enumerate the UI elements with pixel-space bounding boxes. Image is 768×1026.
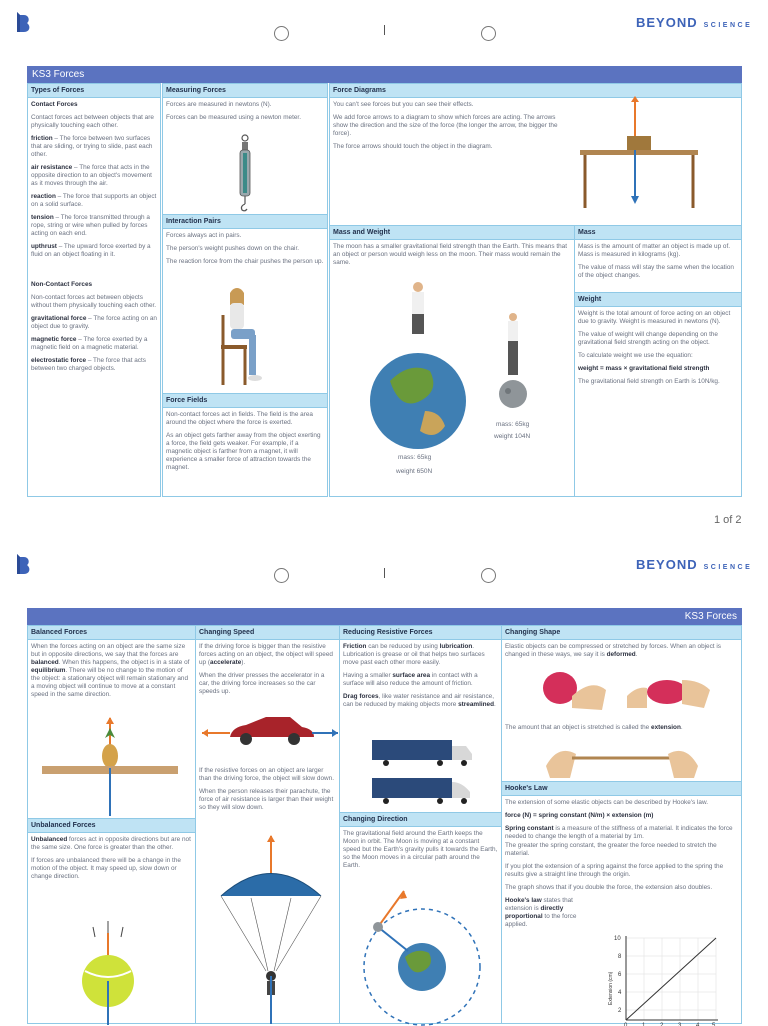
mass-and-weight-panel xyxy=(329,225,575,497)
panel-title: Balanced Forces xyxy=(28,626,195,640)
panel-title: Reducing Resistive Forces xyxy=(340,626,501,640)
hooke-equation: force (N) = spring constant (N/m) × extension (m) xyxy=(505,812,654,819)
panel-title: Interaction Pairs xyxy=(163,215,327,229)
panel-title: Unbalanced Forces xyxy=(28,819,195,833)
hooke-text-5: The graph shows that if you double the force, the extension also doubles. xyxy=(505,884,713,891)
fold-mark xyxy=(384,25,385,35)
magnetic-def: magnetic force – The force exerted by a magnetic field on a magnetic material. xyxy=(31,336,148,351)
car-force-diagram xyxy=(200,711,340,751)
interaction-text-2: The person's weight pushes down on the chair. xyxy=(166,245,300,252)
direction-text: The gravitational field around the Earth keeps the Moon in orbit. The Moon is moving at a constant speed but the Earth's gravity pulls it towards the Earth, so the Moon moves in a circular path around the Earth. xyxy=(343,830,498,869)
hookes-law-graph xyxy=(606,930,726,1025)
trucks-icon xyxy=(370,738,475,810)
fold-mark xyxy=(384,568,385,578)
hookes-law-panel xyxy=(501,781,742,1024)
reducing-text-3: Drag forces, like water resistance and air resistance, can be reduced by making objects more streamlined. xyxy=(343,693,496,708)
speed-text-3: If the resistive forces on an object are larger than the driving force, the object will slow down. xyxy=(199,767,334,782)
weight-text-3: To calculate weight we use the equation: xyxy=(578,352,693,359)
panel-title: Measuring Forces xyxy=(163,84,327,98)
panel-title: Changing Shape xyxy=(502,626,741,640)
panel-title: Force Diagrams xyxy=(330,84,741,98)
panel-title: Types of Forces xyxy=(28,84,160,98)
mass-text-2: The value of mass will stay the same when the location of the object changes. xyxy=(578,264,734,279)
parachute-force-diagram xyxy=(216,836,326,1026)
air-resistance-def: air resistance – The force that acts in the opposite direction to an object's movement as it moves through the air. xyxy=(31,164,152,187)
reducing-text-1: Friction can be reduced by using lubrication. Lubrication is grease or oil that helps two surfaces move past each other more easily. xyxy=(343,643,485,666)
y-tick: 2 xyxy=(618,1008,622,1014)
balanced-text: When the forces acting on an object are the same size but in opposite directions, we say that the forces are balanced. When this happens, the object is in a state of equilibrium. There will be no change to the motion of the object: a stationary object will remain stationary and a moving object will continue to move at a constant speed in the same direction. xyxy=(31,643,190,698)
measuring-forces-panel xyxy=(162,83,328,215)
friction-def: friction – The force between two surfaces that are sliding, or trying to slide, past each other. xyxy=(31,135,153,158)
panel-title: Force Fields xyxy=(163,394,327,408)
page-number: 1 of 2 xyxy=(714,514,742,526)
earth-mass-label: mass: 65kg xyxy=(398,454,432,461)
mass-panel xyxy=(574,225,742,293)
fields-text-2: As an object gets farther away from the object exerting a force, the field gets weaker. For example, if a magnetic object is farther from a magnet, it will experience a smaller force of attraction towards the magnet. xyxy=(166,432,321,471)
measuring-text-1: Forces are measured in newtons (N). xyxy=(166,101,272,108)
hooke-text-1: The extension of some elastic objects can be described by Hooke's law. xyxy=(505,799,708,806)
binder-hole xyxy=(481,26,496,41)
contact-forces-heading: Contact Forces xyxy=(31,101,78,108)
pineapple-force-diagram xyxy=(38,718,188,818)
x-tick: 5 xyxy=(712,1023,716,1026)
x-tick: 0 xyxy=(624,1023,628,1026)
changing-shape-panel xyxy=(501,625,742,782)
panel-title: Mass and Weight xyxy=(330,226,574,240)
upthrust-def: upthrust – The upward force exerted by a fluid on an object floating in it. xyxy=(31,243,151,258)
hooke-text-2: Spring constant is a measure of the stiffness of a material. It indicates the force needed to change the length of a material by 1m. xyxy=(505,825,733,840)
contact-forces-text: Contact forces act between objects that are physically touching each other. xyxy=(31,114,154,129)
unbalanced-forces-panel xyxy=(27,818,196,1024)
speed-text-4: When the person releases their parachute, the force of air resistance is larger than their weight so they will slow down. xyxy=(199,788,334,811)
panel-title: Mass xyxy=(575,226,741,240)
balanced-forces-panel xyxy=(27,625,196,819)
unbalanced-text-2: If forces are unbalanced there will be a change in the motion of the object. It may speed up, slow down or change direction. xyxy=(31,857,181,880)
non-contact-text: Non-contact forces act between objects without them physically touching each other. xyxy=(31,294,157,309)
reducing-resistive-panel xyxy=(339,625,502,813)
mass-weight-text: The moon has a smaller gravitational field strength than the Earth. This means that an object or person would weigh less on the moon. Their mass would remain the same. xyxy=(333,243,567,266)
non-contact-heading: Non-Contact Forces xyxy=(31,281,93,288)
y-axis-label: Extension (cm) xyxy=(608,971,614,1005)
diagrams-text-1: You can't see forces but you can see their effects. xyxy=(333,101,474,108)
y-tick: 10 xyxy=(614,936,621,942)
panel-title: Changing Direction xyxy=(340,813,501,827)
mass-text-1: Mass is the amount of matter an object is made up of. Mass is measured in kilograms (kg). xyxy=(578,243,731,258)
reducing-text-2: Having a smaller surface area in contact with a surface will also reduce the amount of friction. xyxy=(343,672,478,687)
person-on-moon-icon xyxy=(498,311,528,411)
interaction-text-1: Forces always act in pairs. xyxy=(166,232,242,239)
panel-title: Hooke's Law xyxy=(502,782,741,796)
moon-mass-label: mass: 65kg xyxy=(496,421,530,428)
hooke-text-4: If you plot the extension of a spring against the force applied to the spring the results give a straight line through the origin. xyxy=(505,863,724,878)
page2-banner: KS3 Forces xyxy=(27,608,742,625)
weight-equation: weight = mass × gravitational field strength xyxy=(578,365,710,372)
newton-meter-icon xyxy=(233,134,257,214)
stretched-band-icon xyxy=(542,736,702,781)
x-tick: 1 xyxy=(642,1023,646,1026)
fields-text-1: Non-contact forces act in fields. The field is the area around the object where the force is exerted. xyxy=(166,411,313,426)
tension-def: tension – The force transmitted through a rope, string or wire when pulled by forces acting on each end. xyxy=(31,214,150,237)
squashed-ball-icon xyxy=(622,666,712,711)
brand-name: BEYOND SCIENCE xyxy=(636,557,753,572)
shape-text-2: The amount that an object is stretched is called the extension. xyxy=(505,724,683,731)
brand-name: BEYOND SCIENCE xyxy=(636,15,753,30)
x-tick: 3 xyxy=(678,1023,682,1026)
measuring-text-2: Forces can be measured using a newton meter. xyxy=(166,114,301,121)
binder-hole xyxy=(481,568,496,583)
hooke-text-3: The greater the spring constant, the greater the force needed to stretch the material. xyxy=(505,842,717,857)
diagrams-text-2: We add force arrows to a diagram to show which forces are acting. The arrows show the direction and the size of the force (the longer the arrow, the bigger the force). xyxy=(333,114,558,137)
weight-text-2: The value of weight will change depending on the gravitational field strength acting on the object. xyxy=(578,331,718,346)
changing-direction-panel xyxy=(339,812,502,1024)
moon-weight-label: weight 104N xyxy=(494,433,531,440)
y-tick: 6 xyxy=(618,972,622,978)
electrostatic-def: electrostatic force – The force that acts between two charged objects. xyxy=(31,357,146,372)
weight-panel xyxy=(574,292,742,497)
tennis-ball-force-diagram xyxy=(73,919,143,1025)
person-on-earth-icon xyxy=(370,281,450,451)
diagrams-text-3: The force arrows should touch the object in the diagram. xyxy=(333,143,493,150)
page1-banner: KS3 Forces xyxy=(27,66,742,83)
changing-speed-panel xyxy=(195,625,340,1024)
reaction-def: reaction – The force that supports an object on a solid surface. xyxy=(31,193,157,208)
speed-text-1: If the driving force is bigger than the resistive forces acting on an object, the object will speed up (accelerate). xyxy=(199,643,333,666)
earth-moon-orbit-diagram xyxy=(350,881,495,1025)
unbalanced-text-1: Unbalanced forces act in opposite directions but are not the same size. One force is greater than the other. xyxy=(31,836,191,851)
weight-text-4: The gravitational field strength on Earth is 10N/kg. xyxy=(578,378,720,385)
binder-hole xyxy=(274,26,289,41)
panel-title: Changing Speed xyxy=(196,626,339,640)
x-tick: 4 xyxy=(696,1023,700,1026)
binder-hole xyxy=(274,568,289,583)
force-diagrams-panel xyxy=(329,83,742,226)
y-tick: 8 xyxy=(618,954,622,960)
speed-text-2: When the driver presses the accelerator in a car, the driving force increases so the car speeds up. xyxy=(199,672,325,695)
earth-weight-label: weight 650N xyxy=(396,468,433,475)
shape-text-1: Elastic objects can be compressed or stretched by forces. When an object is changed in these ways, we say it is deformed. xyxy=(505,643,721,658)
x-tick: 2 xyxy=(660,1023,664,1026)
types-of-forces-panel xyxy=(27,83,161,497)
hooke-text-6: Hooke's law states that extension is directly proportional to the force applied. xyxy=(505,897,577,928)
person-on-chair-icon xyxy=(213,285,273,390)
beyond-logo-icon xyxy=(14,11,32,33)
table-force-diagram xyxy=(575,98,705,223)
y-tick: 4 xyxy=(618,990,622,996)
interaction-text-3: The reaction force from the chair pushes the person up. xyxy=(166,258,324,265)
beyond-logo-icon xyxy=(14,553,32,575)
weight-text-1: Weight is the total amount of force acting on an object due to gravity. Weight is measured in newtons (N). xyxy=(578,310,731,325)
interaction-pairs-panel xyxy=(162,214,328,394)
ball-in-hand-icon xyxy=(532,666,607,711)
gravitational-def: gravitational force – The force acting on an object due to gravity. xyxy=(31,315,157,330)
panel-title: Weight xyxy=(575,293,741,307)
force-fields-panel xyxy=(162,393,328,497)
